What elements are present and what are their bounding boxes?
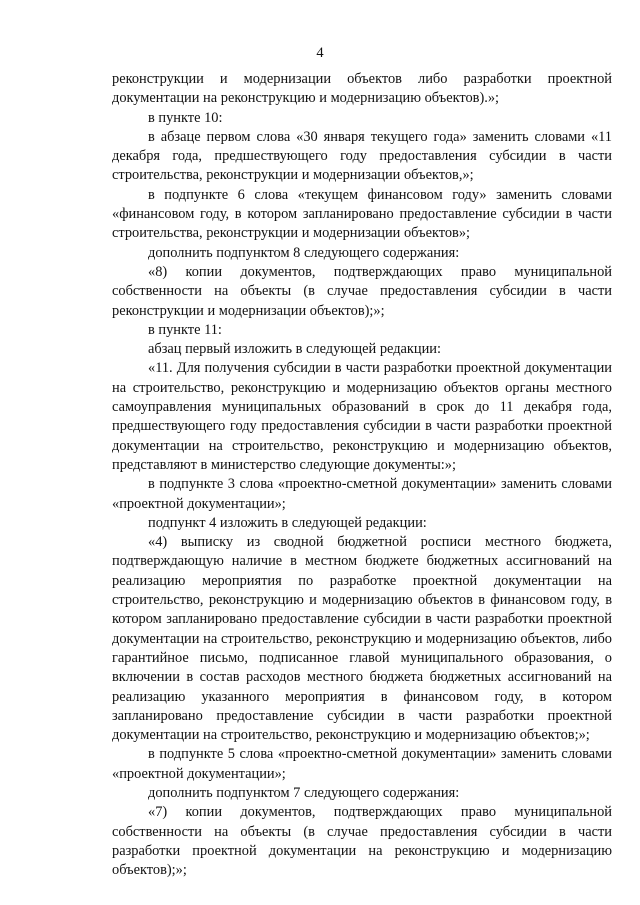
paragraph-5: дополнить подпунктом 8 следующего содержания: [148,244,460,261]
document-body [112,70,612,880]
paragraph-4: в подпункте 6 слова «текущем финансовом году» заменить словами «финансовом году, в котором запланировано предоставление субсидии в части строительства, реконструкции и модернизации объектов»; [112,186,612,242]
paragraph-8: абзац первый изложить в следующей редакции: [148,341,442,358]
paragraph-7: в пункте 11: [148,321,222,338]
paragraph-10: в подпункте 3 слова «проектно-сметной документации» заменить словами «проектной документации»; [112,476,612,512]
paragraph-13: в подпункте 5 слова «проектно-сметной документации» заменить словами «проектной документации»; [112,746,612,782]
paragraph-11: подпункт 4 изложить в следующей редакции: [148,514,427,531]
paragraph-6: «8) копии документов, подтверждающих право муниципальной собственности на объекты (в случае предоставления субсидии в части реконструкции и модернизации объектов);»; [112,263,612,319]
paragraph-12: «4) выписку из сводной бюджетной росписи местного бюджета, подтверждающую наличие в местном бюджете бюджетных ассигнований на реализацию мероприятия по разработке проектной документации на строительство, реконструкцию и модернизацию объектов в финансовом году, в котором запланировано предоставление субсидии в части разработки проектной документации на строительство, реконструкцию и модернизацию объектов, либо гарантийное письмо, подписанное главой муниципального образования, о включении в состав расходов местного бюджета бюджетных ассигнований на реализацию указанного мероприятия в финансовом году, в котором запланировано предоставление субсидии в части разработки проектной документации на строительство, реконструкцию и модернизацию объектов;»; [112,534,612,744]
paragraph-14: дополнить подпунктом 7 следующего содержания: [148,784,460,801]
paragraph-15: «7) копии документов, подтверждающих право муниципальной собственности на объекты (в случае предоставления субсидии в части разработки проектной документации на реконструкцию и модернизацию объектов);»; [112,804,612,879]
paragraph-2: в пункте 10: [148,109,223,126]
paragraph-9: «11. Для получения субсидии в части разработки проектной документации на строительство, реконструкцию и модернизацию объектов органы местного самоуправления муниципальных образований в срок до 11 декабря года, предшествующего году предоставления субсидии в части разработки проектной документации на строительство, реконструкцию и модернизацию объектов, представляют в министерство следующие документы:»; [112,360,612,473]
paragraph-1: реконструкции и модернизации объектов либо разработки проектной документации на реконструкцию и модернизацию объектов).»; [112,71,612,107]
page-number: 4 [316,45,324,61]
paragraph-3: в абзаце первом слова «30 января текущего года» заменить словами «11 декабря года, предшествующего году предоставления субсидии в части строительства, реконструкции и модернизации объектов,»; [112,128,612,184]
